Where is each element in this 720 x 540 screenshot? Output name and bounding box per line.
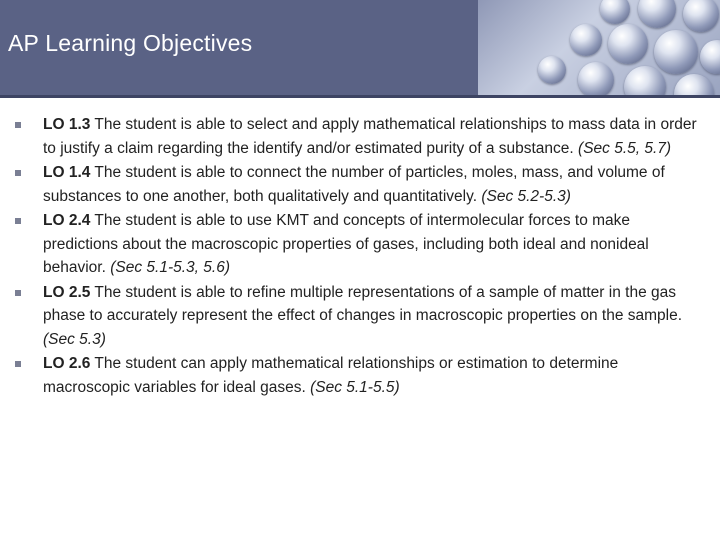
objective-item (14, 281, 704, 352)
objective-code: LO 1.4 (43, 164, 91, 181)
section-reference: (Sec 5.5, 5.7) (578, 139, 672, 157)
square-bullet-icon (15, 218, 21, 224)
objective-text: The student is able to connect the number of particles, moles, mass, and volume of substances to one another, both qualitatively and quantitatively. (43, 164, 665, 205)
title-bar (0, 0, 720, 95)
objective-text: The student can apply mathematical relationships or estimation to determine macroscopic variables for ideal gases. (43, 355, 619, 396)
title-divider (0, 95, 720, 98)
objective-text: The student is able to select and apply mathematical relationships to mass data in order to justify a claim regarding the identify and/or estimated purity of a substance. (43, 116, 697, 157)
section-reference: (Sec 5.3) (43, 330, 106, 348)
objective-code: LO 2.5 (43, 283, 91, 301)
objective-code: LO 2.4 (43, 212, 91, 229)
objectives-list (14, 113, 704, 400)
square-bullet-icon (15, 290, 21, 296)
objective-item (14, 352, 704, 399)
square-bullet-icon (15, 170, 21, 176)
objective-code: LO 1.3 (43, 116, 91, 133)
page-title: AP Learning Objectives (8, 30, 253, 56)
section-reference: (Sec 5.1-5.5) (310, 378, 400, 396)
objective-item (14, 161, 704, 208)
objective-item (14, 113, 704, 160)
section-reference: (Sec 5.2-5.3) (481, 187, 571, 205)
decorative-spheres-image (478, 0, 720, 95)
section-reference: (Sec 5.1-5.3, 5.6) (110, 259, 230, 276)
square-bullet-icon (15, 361, 21, 367)
objective-text: The student is able to refine multiple representations of a sample of matter in the gas phase to accurately represent the effect of changes in macroscopic properties on the sample. (43, 283, 683, 324)
square-bullet-icon (15, 122, 21, 128)
objective-text: The student is able to use KMT and concepts of intermolecular forces to make predictions about the macroscopic properties of gases, including both ideal and nonideal behavior. (43, 212, 649, 276)
objective-item (14, 209, 704, 280)
objective-code: LO 2.6 (43, 355, 91, 372)
